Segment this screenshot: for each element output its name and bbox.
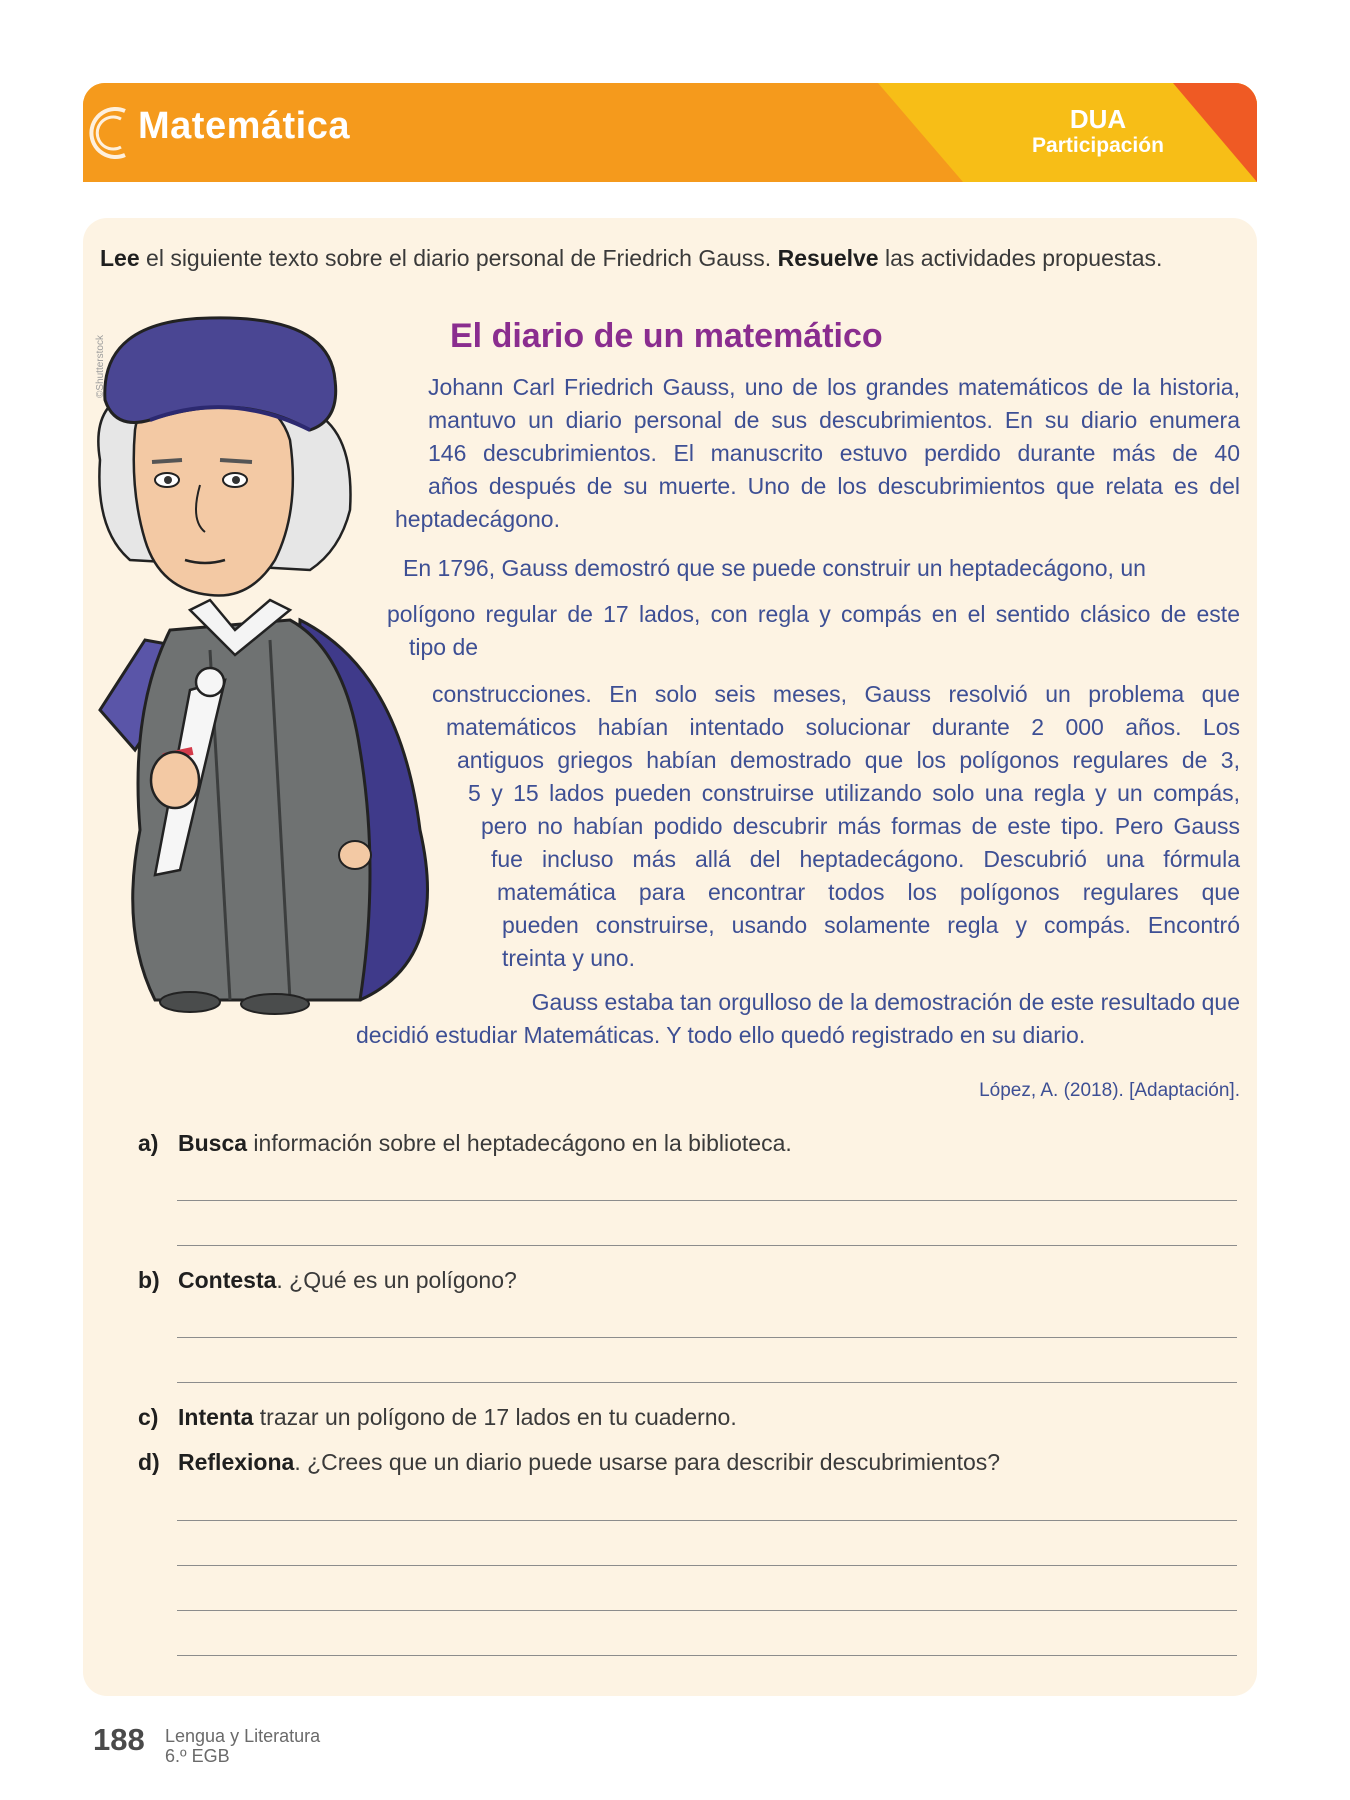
activity-text: información sobre el heptadecágono en la biblioteca. <box>247 1130 792 1156</box>
activity-a <box>138 1130 792 1157</box>
article-paragraph-4 <box>0 678 1240 975</box>
answer-line[interactable] <box>177 1610 1237 1611</box>
text-line: heptadecágono. <box>395 506 560 532</box>
text-line: pero no habían podido descubrir más formas de este tipo. Pero Gauss <box>481 813 1240 839</box>
activity-c <box>138 1404 737 1431</box>
dua-badge-subtitle: Participación <box>1032 134 1164 157</box>
activity-label: b) <box>138 1267 160 1293</box>
text-line: Johann Carl Friedrich Gauss, uno de los grandes matemáticos de la historia, <box>428 374 1240 400</box>
activity-text: . ¿Crees que un diario puede usarse para describir descubrimientos? <box>294 1449 1001 1475</box>
activity-b <box>138 1267 517 1294</box>
subject-banner <box>83 83 1257 182</box>
text-line: construcciones. En solo seis meses, Gauss resolvió un problema que <box>432 681 1240 707</box>
text-line: fue incluso más allá del heptadecágono. Descubrió una fórmula <box>491 846 1240 872</box>
instruction-text-end: las actividades propuestas. <box>878 245 1163 271</box>
text-line: 146 descubrimientos. El manuscrito estuvo perdido durante más de 40 <box>428 440 1240 466</box>
activity-verb: Contesta <box>178 1267 277 1293</box>
answer-line[interactable] <box>177 1655 1237 1656</box>
text-line: Gauss estaba tan orgulloso de la demostración de este resultado que <box>531 989 1240 1015</box>
activity-verb: Reflexiona <box>178 1449 295 1475</box>
subject-title: Matemática <box>138 105 350 147</box>
text-line: En 1796, Gauss demostró que se puede construir un heptadecágono, un <box>403 555 1146 581</box>
article-source: López, A. (2018). [Adaptación]. <box>979 1080 1240 1101</box>
instruction-verb-read: Lee <box>100 245 140 271</box>
activity-d <box>138 1449 1000 1476</box>
dua-badge-title: DUA <box>1069 104 1127 134</box>
text-line: decidió estudiar Matemáticas. Y todo ello quedó registrado en su diario. <box>356 1022 1086 1048</box>
answer-line[interactable] <box>177 1245 1237 1246</box>
article-paragraph-3 <box>387 598 1240 664</box>
answer-line[interactable] <box>177 1520 1237 1521</box>
activity-label: a) <box>138 1130 159 1156</box>
footer-subject-name: Lengua y Literatura <box>165 1726 321 1746</box>
text-line: 5 y 15 lados pueden construirse utilizando solo una regla y un compás, <box>468 780 1240 806</box>
text-line: tipo de <box>409 634 479 660</box>
text-line: treinta y uno. <box>502 945 635 971</box>
text-line: polígono regular de 17 lados, con regla y compás en el sentido clásico de este <box>387 601 1240 627</box>
text-line: antiguos griegos habían demostrado que los polígonos regulares de 3, <box>457 747 1240 773</box>
answer-line[interactable] <box>177 1337 1237 1338</box>
article-paragraph-2 <box>403 552 1146 585</box>
text-line: mantuvo un diario personal de sus descubrimientos. En su diario enumera <box>428 407 1240 433</box>
article-paragraph-5 <box>356 986 1240 1052</box>
activity-label: c) <box>138 1404 159 1430</box>
activity-label: d) <box>138 1449 160 1475</box>
answer-line[interactable] <box>177 1200 1237 1201</box>
activity-verb: Busca <box>178 1130 248 1156</box>
footer-subject <box>165 1726 320 1766</box>
instructions <box>100 245 1250 272</box>
article-title: El diario de un matemático <box>450 317 883 355</box>
answer-line[interactable] <box>177 1382 1237 1383</box>
activity-verb: Intenta <box>178 1404 254 1430</box>
dua-badge <box>983 105 1213 159</box>
text-line: años después de su muerte. Uno de los descubrimientos que relata es del <box>428 473 1240 499</box>
article-paragraph-1 <box>395 371 1240 536</box>
activity-text: trazar un polígono de 17 lados en tu cuaderno. <box>253 1404 737 1430</box>
image-credit <box>95 382 175 398</box>
text-line: matemática para encontrar todos los polígonos regulares que <box>497 879 1240 905</box>
answer-line[interactable] <box>177 1565 1237 1566</box>
instruction-verb-solve: Resuelve <box>777 245 879 271</box>
instruction-text: el siguiente texto sobre el diario personal de Friedrich Gauss. <box>139 245 778 271</box>
page-number: 188 <box>93 1722 145 1757</box>
activity-text: . ¿Qué es un polígono? <box>276 1267 517 1293</box>
text-line: matemáticos habían intentado solucionar durante 2 000 años. Los <box>446 714 1240 740</box>
text-line: pueden construirse, usando solamente regla y compás. Encontró <box>502 912 1240 938</box>
footer-grade: 6.º EGB <box>165 1746 230 1766</box>
subject-logo-icon <box>85 105 135 161</box>
